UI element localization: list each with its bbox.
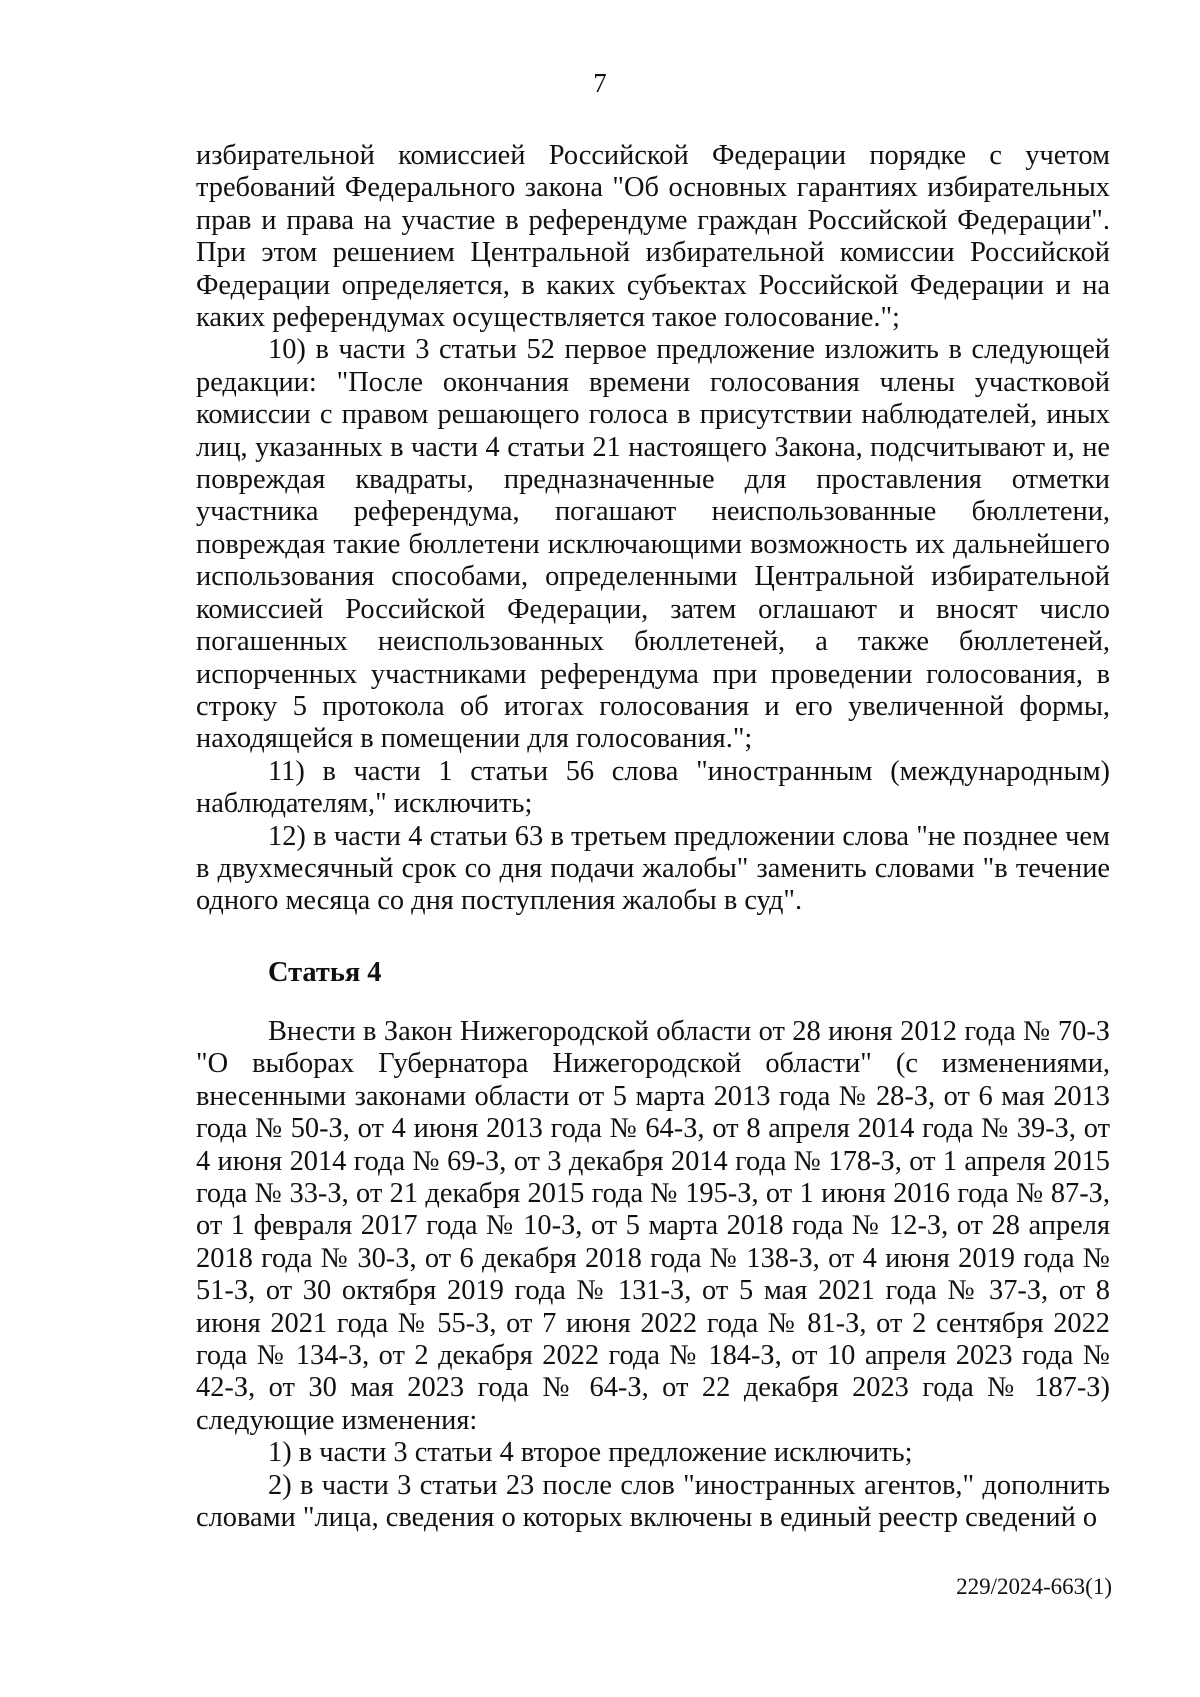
paragraph-item-11: 11) в части 1 статьи 56 слова "иностранным (международным) наблюдателям," исключить;: [196, 755, 1110, 820]
body-text-top: [196, 140, 1110, 918]
article-heading: Статья 4: [268, 957, 382, 988]
paragraph-item-12: 12) в части 4 статьи 63 в третьем предложении слова "не позднее чем в двухмесячный срок со дня подачи жалобы" заменить словами "в течение одного месяца со дня поступления жалобы в суд".: [196, 820, 1110, 917]
document-number: 229/2024-663(1): [956, 1574, 1112, 1599]
paragraph-item-1: 1) в части 3 статьи 4 второе предложение исключить;: [268, 1437, 913, 1469]
paragraph-intro: Внести в Закон Нижегородской области от 28 июня 2012 года № 70-З "О выборах Губернатора Нижегородской области" (с изменениями, внесенными законами области от 5 марта 2013 года № 28-З, от 6 мая 2013 года № 50-З, от 4 июня 2013 года № 64-З, от 8 апреля 2014 года № 39-З, от 4 июня 2014 года № 69-З, от 3 декабря 2014 года № 178-З, от 1 апреля 2015 года № 33-З, от 21 декабря 2015 года № 195-З, от 1 июня 2016 года № 87-З, от 1 февраля 2017 года № 10-З, от 5 марта 2018 года № 12-З, от 28 апреля 2018 года № 30-З, от 6 декабря 2018 года № 138-З, от 4 июня 2019 года № 51-З, от 30 октября 2019 года № 131-З, от 5 мая 2021 года № 37-З, от 8 июня 2021 года № 55-З, от 7 июня 2022 года № 81-З, от 2 сентября 2022 года № 134-З, от 2 декабря 2022 года № 184-З, от 10 апреля 2023 года № 42-З, от 30 мая 2023 года № 64-З, от 22 декабря 2023 года № 187-З) следующие изменения:: [196, 1016, 1110, 1436]
paragraph-continuation: избирательной комиссией Российской Федерации порядке с учетом требований Федерального закона "Об основных гарантиях избирательных прав и права на участие в референдуме граждан Российской Федерации". При этом решением Центральной избирательной комиссии Российской Федерации определяется, в каких субъектах Российской Федерации и на каких референдумах осуществляется такое голосование.";: [196, 140, 1110, 334]
body-text-article4: [196, 1016, 1110, 1535]
page-number: 7: [593, 68, 607, 98]
paragraph-item-2: 2) в части 3 статьи 23 после слов "иностранных агентов," дополнить словами "лица, сведения о которых включены в единый реестр сведений о: [196, 1469, 1110, 1534]
paragraph-item-10: 10) в части 3 статьи 52 первое предложение изложить в следующей редакции: "После окончания времени голосования члены участковой комиссии с правом решающего голоса в присутствии наблюдателей, иных лиц, указанных в части 4 статьи 21 настоящего Закона, подсчитывают и, не повреждая квадраты, предназначенные для проставления отметки участника референдума, погашают неиспользованные бюллетени, повреждая такие бюллетени исключающими возможность их дальнейшего использования способами, определенными Центральной избирательной комиссией Российской Федерации, затем оглашают и вносят число погашенных неиспользованных бюллетеней, а также бюллетеней, испорченных участниками референдума при проведении голосования, в строку 5 протокола об итогах голосования и его увеличенной формы, находящейся в помещении для голосования.";: [196, 334, 1110, 755]
